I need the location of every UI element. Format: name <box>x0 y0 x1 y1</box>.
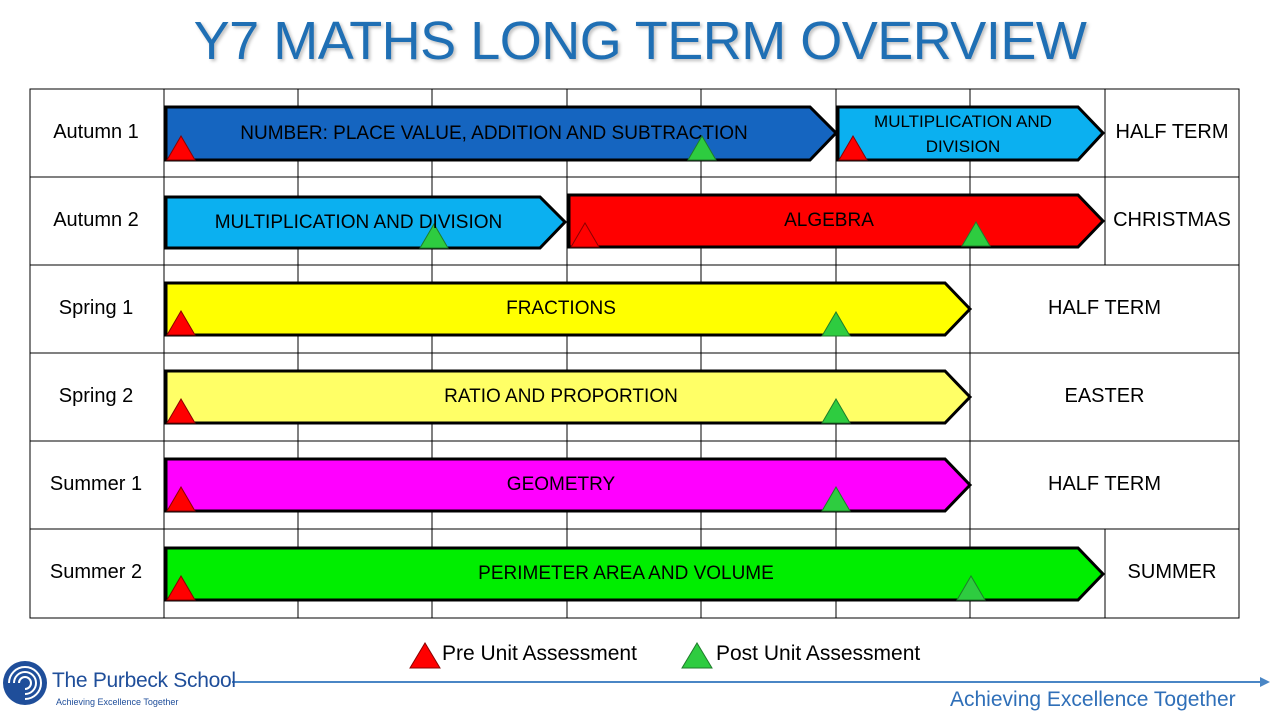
school-logo-icon <box>3 661 47 705</box>
holiday-autumn-2: CHRISTMAS <box>1113 209 1231 231</box>
unit-label-multiplication-a2: MULTIPLICATION AND DIVISION <box>214 212 503 233</box>
footer-tagline: Achieving Excellence Together <box>950 688 1236 711</box>
unit-label-line: MULTIPLICATION AND <box>874 112 1052 131</box>
footer-arrow-head <box>1260 677 1270 687</box>
row-label-autumn-2: Autumn 2 <box>53 209 139 231</box>
unit-label-algebra: ALGEBRA <box>784 210 874 231</box>
unit-label-multiplication-a1 <box>838 109 1088 159</box>
unit-label-perimeter: PERIMETER AREA AND VOLUME <box>478 563 774 584</box>
legend-post-label: Post Unit Assessment <box>716 642 921 665</box>
row-label-summer-2: Summer 2 <box>49 561 143 583</box>
holiday-summer-1: HALF TERM <box>1048 473 1161 495</box>
legend-pre-label: Pre Unit Assessment <box>442 642 637 665</box>
unit-label-fractions: FRACTIONS <box>506 298 616 319</box>
school-name: The Purbeck School <box>52 669 236 692</box>
row-label-summer-1: Summer 1 <box>49 473 143 495</box>
unit-label-ratio: RATIO AND PROPORTION <box>444 386 678 407</box>
unit-label-line: DIVISION <box>925 137 1001 156</box>
row-label-spring-1: Spring 1 <box>58 297 134 319</box>
legend-post-icon <box>682 643 712 668</box>
row-label-autumn-1: Autumn 1 <box>53 121 139 143</box>
page-title: Y7 MATHS LONG TERM OVERVIEW <box>193 11 1087 71</box>
holiday-spring-2: EASTER <box>1064 385 1145 407</box>
row-label-spring-2: Spring 2 <box>58 385 134 407</box>
unit-label-number: NUMBER: PLACE VALUE, ADDITION AND SUBTRACTION <box>240 123 748 144</box>
holiday-autumn-1: HALF TERM <box>1115 121 1229 143</box>
legend-pre-icon <box>410 643 440 668</box>
holiday-spring-1: HALF TERM <box>1048 297 1161 319</box>
table-grid <box>30 89 1239 618</box>
holiday-summer-2: SUMMER <box>1127 561 1217 583</box>
school-motto: Achieving Excellence Together <box>56 697 179 707</box>
unit-label-geometry: GEOMETRY <box>506 474 616 495</box>
